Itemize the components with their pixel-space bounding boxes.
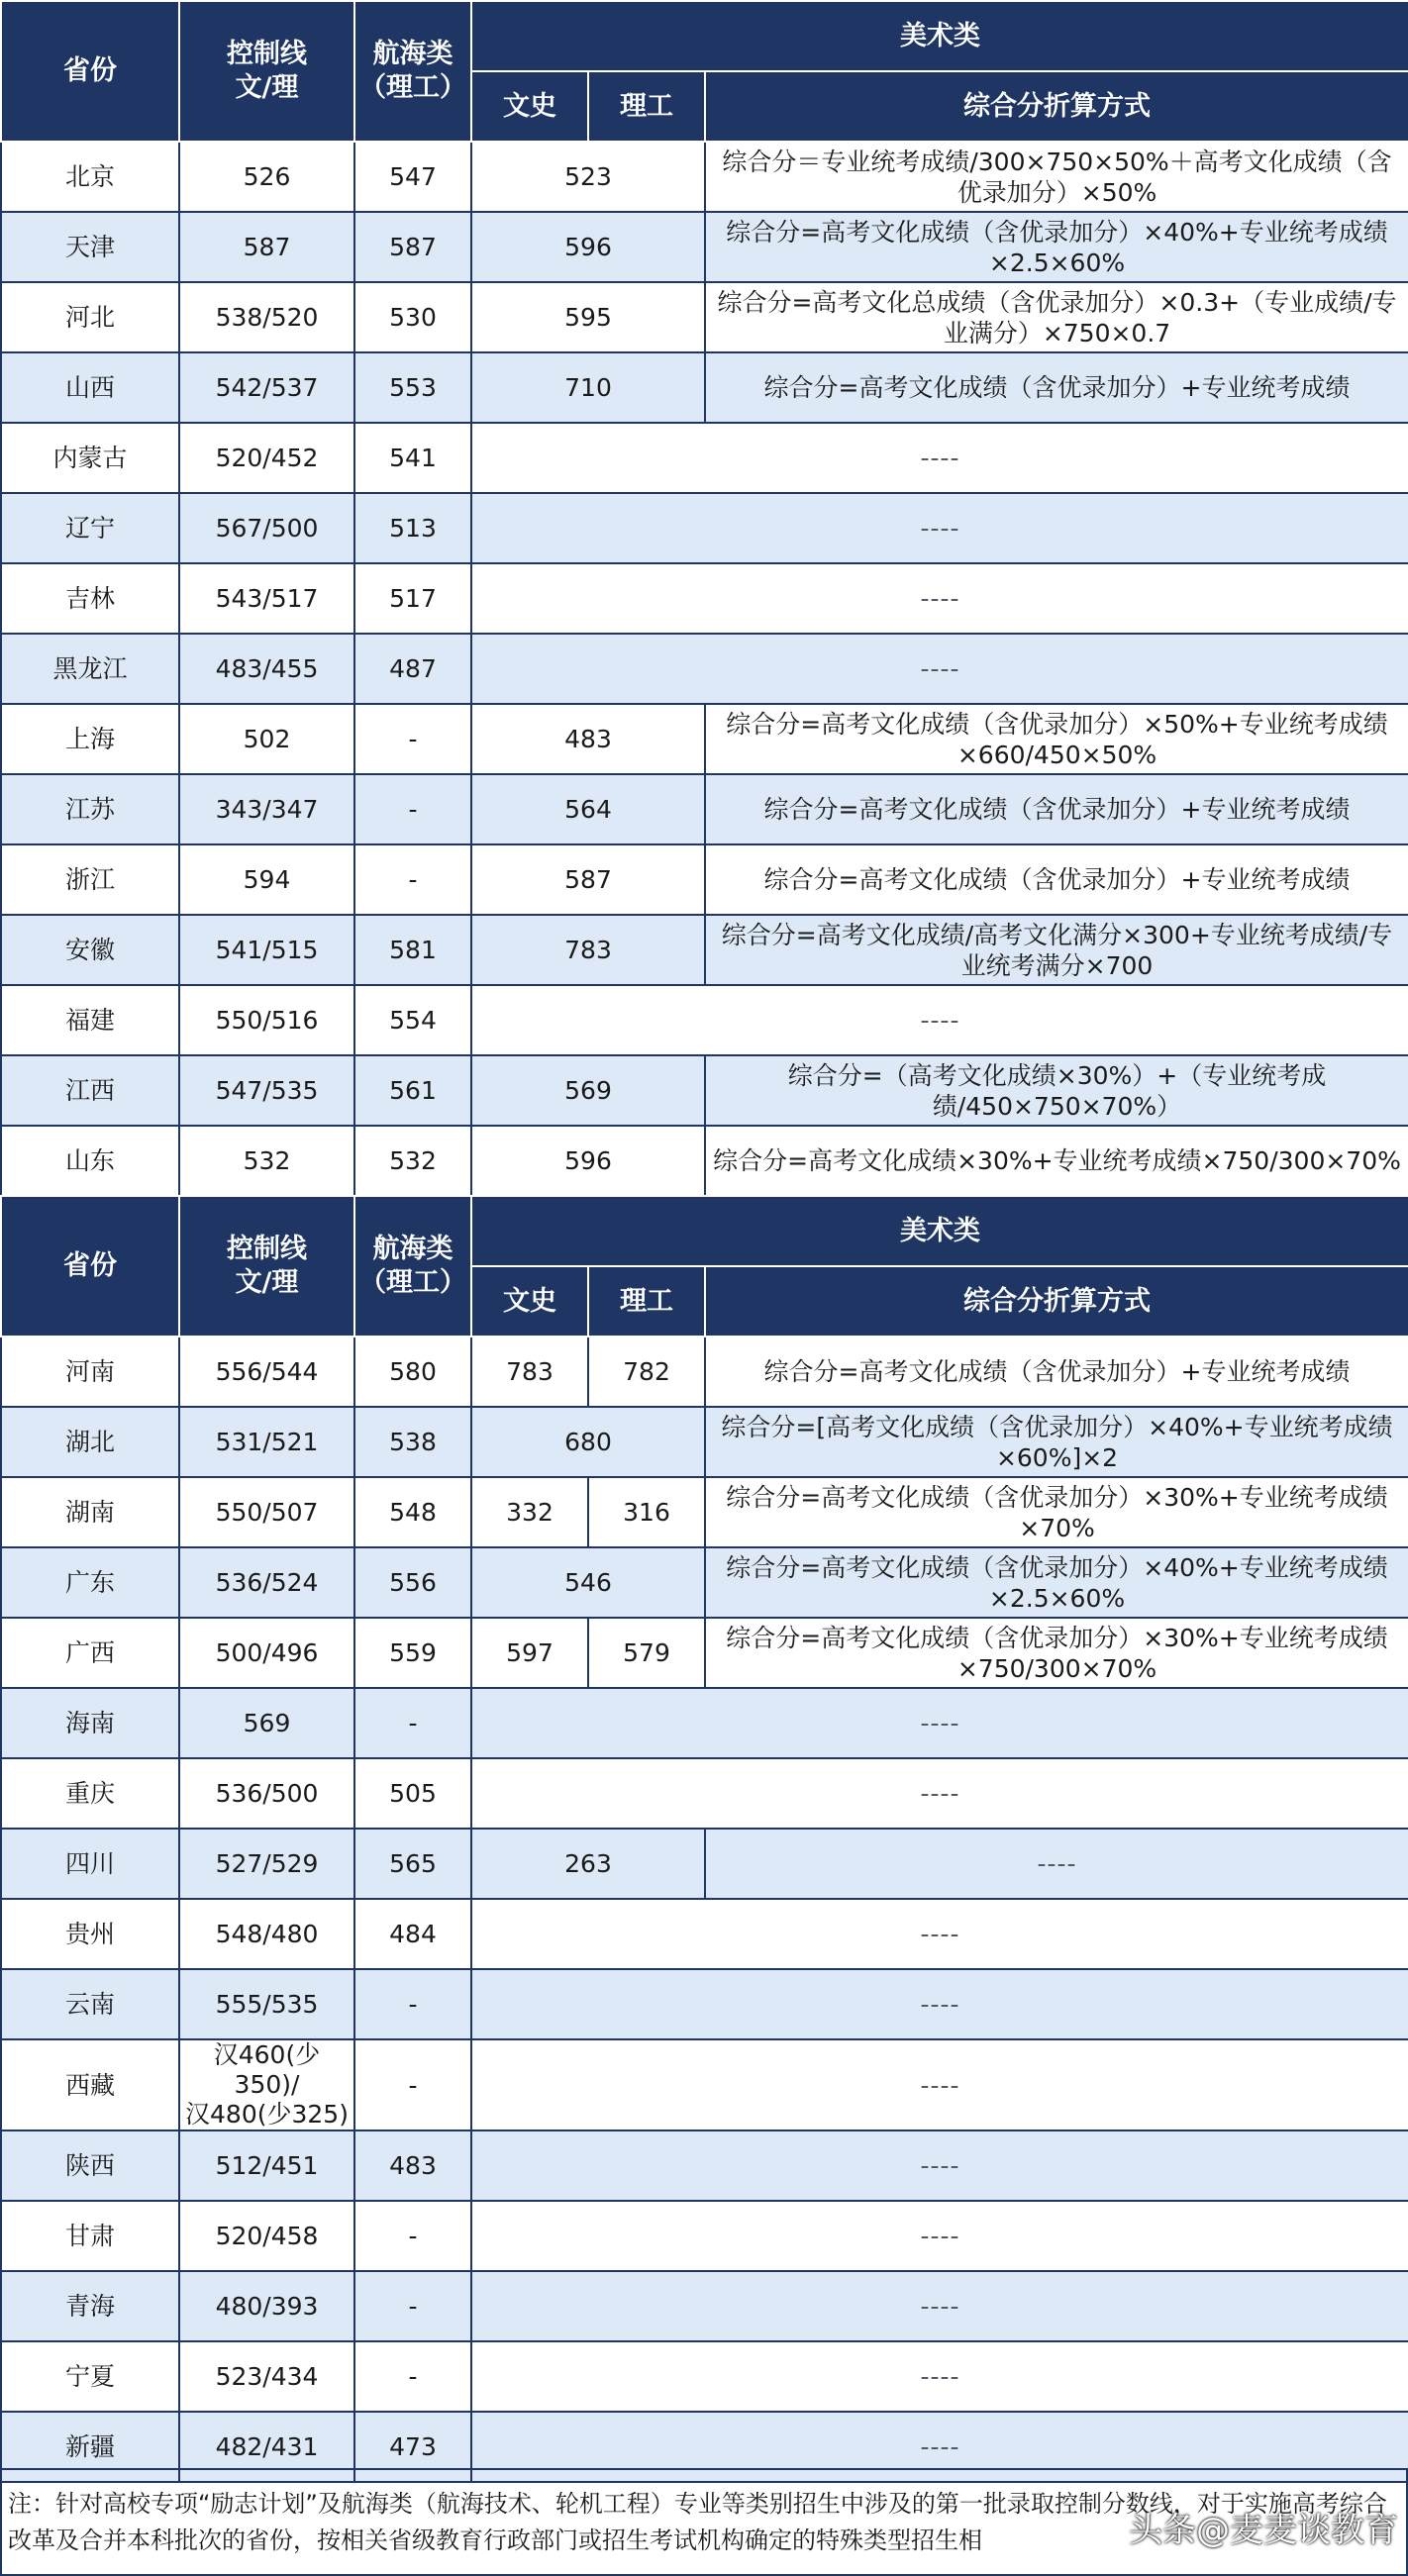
province-cell: 广东	[1, 1547, 179, 1618]
province-cell: 青海	[1, 2271, 179, 2341]
control-line-cell: 547/535	[179, 1055, 354, 1126]
art-score-cell: 596	[471, 1126, 705, 1196]
header-control-line: 控制线 文/理	[179, 1, 354, 142]
formula-cell: 综合分=[高考文化成绩（含优录加分）×40%+专业统考成绩×60%]×2	[705, 1407, 1408, 1477]
formula-cell: 综合分=高考文化成绩×30%+专业统考成绩×750/300×70%	[705, 1126, 1408, 1196]
art-dash-cell: ----	[471, 2201, 1408, 2271]
province-cell: 福建	[1, 985, 179, 1055]
table-row	[1, 2039, 1408, 2130]
table-row	[1, 423, 1408, 493]
control-line-cell: 538/520	[179, 282, 354, 352]
control-line-cell: 480/393	[179, 2271, 354, 2341]
control-line-cell: 483/455	[179, 634, 354, 704]
maritime-cell: 483	[354, 2130, 471, 2201]
province-cell: 黑龙江	[1, 634, 179, 704]
table-row	[1, 774, 1408, 844]
province-cell: 江苏	[1, 774, 179, 844]
province-cell: 四川	[1, 1829, 179, 1899]
control-line-cell: 542/537	[179, 352, 354, 423]
header-ligong: 理工	[588, 71, 705, 142]
control-line-cell: 523/434	[179, 2341, 354, 2412]
control-line-cell: 531/521	[179, 1407, 354, 1477]
maritime-cell: 532	[354, 1126, 471, 1196]
province-cell: 江西	[1, 1055, 179, 1126]
province-cell: 宁夏	[1, 2341, 179, 2412]
table-row	[1, 212, 1408, 282]
maritime-cell: 541	[354, 423, 471, 493]
province-cell: 新疆	[1, 2412, 179, 2482]
maritime-cell: 484	[354, 1899, 471, 1969]
maritime-cell: 580	[354, 1337, 471, 1407]
formula-dash-cell: ----	[705, 1829, 1408, 1899]
formula-cell: 综合分=高考文化成绩（含优录加分）+专业统考成绩	[705, 774, 1408, 844]
maritime-cell: 559	[354, 1618, 471, 1688]
formula-cell: 综合分=高考文化成绩（含优录加分）×40%+专业统考成绩×2.5×60%	[705, 212, 1408, 282]
control-line-cell: 520/458	[179, 2201, 354, 2271]
header-maritime: 航海类 （理工）	[354, 1, 471, 142]
province-cell: 辽宁	[1, 493, 179, 563]
maritime-cell: -	[354, 2039, 471, 2130]
art-dash-cell: ----	[471, 1899, 1408, 1969]
table-row	[1, 1337, 1408, 1407]
art-dash-cell: ----	[471, 563, 1408, 634]
art-score-cell: 263	[471, 1829, 705, 1899]
table-row	[1, 1829, 1408, 1899]
table-row	[1, 1899, 1408, 1969]
maritime-cell: 587	[354, 212, 471, 282]
score-table-part-2	[0, 1195, 1408, 2483]
province-cell: 吉林	[1, 563, 179, 634]
formula-cell: 综合分=高考文化总成绩（含优录加分）×0.3+（专业成绩/专业满分）×750×0.7	[705, 282, 1408, 352]
control-line-cell: 500/496	[179, 1618, 354, 1688]
header-art: 美术类	[471, 1, 1408, 71]
maritime-cell: -	[354, 1688, 471, 1758]
art-dash-cell: ----	[471, 1969, 1408, 2039]
province-cell: 河南	[1, 1337, 179, 1407]
control-line-cell: 520/452	[179, 423, 354, 493]
formula-cell: 综合分＝专业统考成绩/300×750×50%＋高考文化成绩（含优录加分）×50%	[705, 142, 1408, 212]
art-score-cell: 596	[471, 212, 705, 282]
table-row	[1, 1477, 1408, 1547]
art-score-cell: 523	[471, 142, 705, 212]
maritime-cell: 581	[354, 915, 471, 985]
header-formula: 综合分折算方式	[705, 71, 1408, 142]
province-cell: 西藏	[1, 2039, 179, 2130]
art-dash-cell: ----	[471, 634, 1408, 704]
province-cell: 贵州	[1, 1899, 179, 1969]
art-score-cell: 595	[471, 282, 705, 352]
control-line-cell: 569	[179, 1688, 354, 1758]
table-row	[1, 2130, 1408, 2201]
table-row	[1, 844, 1408, 915]
control-line-cell: 550/516	[179, 985, 354, 1055]
control-line-cell: 汉460(少350)/ 汉480(少325)	[179, 2039, 354, 2130]
control-line-cell: 526	[179, 142, 354, 212]
maritime-cell: 553	[354, 352, 471, 423]
formula-cell: 综合分=高考文化成绩（含优录加分）×30%+专业统考成绩×750/300×70%	[705, 1618, 1408, 1688]
province-cell: 云南	[1, 1969, 179, 2039]
maritime-cell: 487	[354, 634, 471, 704]
maritime-cell: 547	[354, 142, 471, 212]
header-province: 省份	[1, 1, 179, 142]
table-row	[1, 2341, 1408, 2412]
footnote: 注：针对高校专项“励志计划”及航海类（航海技术、轮机工程）专业等类别招生中涉及的第一批录取控制分数线，对于实施高考综合改革及合并本科批次的省份，按相关省级教育行政部门或招生考试机构确定的特殊类型招生相	[0, 2468, 1408, 2576]
art-dash-cell: ----	[471, 2412, 1408, 2482]
province-cell: 广西	[1, 1618, 179, 1688]
table-row	[1, 1055, 1408, 1126]
maritime-cell: -	[354, 2201, 471, 2271]
control-line-cell: 482/431	[179, 2412, 354, 2482]
formula-cell: 综合分=高考文化成绩（含优录加分）+专业统考成绩	[705, 352, 1408, 423]
table-row	[1, 1688, 1408, 1758]
header-wenshi: 文史	[471, 1266, 588, 1337]
table-row	[1, 915, 1408, 985]
province-cell: 河北	[1, 282, 179, 352]
art-score-cell: 483	[471, 704, 705, 774]
control-line-cell: 512/451	[179, 2130, 354, 2201]
table-row	[1, 1618, 1408, 1688]
maritime-cell: 473	[354, 2412, 471, 2482]
control-line-cell: 548/480	[179, 1899, 354, 1969]
table-row	[1, 282, 1408, 352]
maritime-cell: 538	[354, 1407, 471, 1477]
formula-cell: 综合分=高考文化成绩/高考文化满分×300+专业统考成绩/专业统考满分×700	[705, 915, 1408, 985]
table-row	[1, 1126, 1408, 1196]
formula-cell: 综合分=高考文化成绩（含优录加分）+专业统考成绩	[705, 844, 1408, 915]
control-line-cell: 527/529	[179, 1829, 354, 1899]
maritime-cell: -	[354, 774, 471, 844]
maritime-cell: -	[354, 2271, 471, 2341]
maritime-cell: 530	[354, 282, 471, 352]
maritime-cell: 554	[354, 985, 471, 1055]
header-art: 美术类	[471, 1196, 1408, 1266]
control-line-cell: 536/524	[179, 1547, 354, 1618]
header-ligong: 理工	[588, 1266, 705, 1337]
control-line-cell: 543/517	[179, 563, 354, 634]
art-dash-cell: ----	[471, 2039, 1408, 2130]
table-row	[1, 563, 1408, 634]
table-row	[1, 142, 1408, 212]
art-score-cell: 564	[471, 774, 705, 844]
province-cell: 天津	[1, 212, 179, 282]
control-line-cell: 594	[179, 844, 354, 915]
maritime-cell: 565	[354, 1829, 471, 1899]
score-table-part-1	[0, 0, 1408, 1197]
control-line-cell: 536/500	[179, 1758, 354, 1829]
header-province: 省份	[1, 1196, 179, 1337]
maritime-cell: -	[354, 1969, 471, 2039]
table-row	[1, 2271, 1408, 2341]
art-dash-cell: ----	[471, 1758, 1408, 1829]
art-ligong-cell: 579	[588, 1618, 705, 1688]
province-cell: 湖北	[1, 1407, 179, 1477]
table-row	[1, 2201, 1408, 2271]
province-cell: 内蒙古	[1, 423, 179, 493]
art-score-cell: 546	[471, 1547, 705, 1618]
art-score-cell: 569	[471, 1055, 705, 1126]
art-dash-cell: ----	[471, 423, 1408, 493]
art-dash-cell: ----	[471, 2271, 1408, 2341]
maritime-cell: -	[354, 844, 471, 915]
formula-cell: 综合分=高考文化成绩（含优录加分）×40%+专业统考成绩×2.5×60%	[705, 1547, 1408, 1618]
art-dash-cell: ----	[471, 493, 1408, 563]
province-cell: 上海	[1, 704, 179, 774]
art-score-cell: 783	[471, 915, 705, 985]
formula-cell: 综合分=高考文化成绩（含优录加分）+专业统考成绩	[705, 1337, 1408, 1407]
control-line-cell: 567/500	[179, 493, 354, 563]
table-row	[1, 1547, 1408, 1618]
art-score-cell: 680	[471, 1407, 705, 1477]
art-wenshi-cell: 332	[471, 1477, 588, 1547]
control-line-cell: 343/347	[179, 774, 354, 844]
province-cell: 甘肃	[1, 2201, 179, 2271]
art-ligong-cell: 316	[588, 1477, 705, 1547]
maritime-cell: 561	[354, 1055, 471, 1126]
table-row	[1, 985, 1408, 1055]
maritime-cell: -	[354, 2341, 471, 2412]
art-dash-cell: ----	[471, 2341, 1408, 2412]
province-cell: 北京	[1, 142, 179, 212]
table-row	[1, 704, 1408, 774]
table-row	[1, 1407, 1408, 1477]
maritime-cell: 548	[354, 1477, 471, 1547]
art-score-cell: 710	[471, 352, 705, 423]
province-cell: 浙江	[1, 844, 179, 915]
art-dash-cell: ----	[471, 1688, 1408, 1758]
header-wenshi: 文史	[471, 71, 588, 142]
province-cell: 山东	[1, 1126, 179, 1196]
province-cell: 海南	[1, 1688, 179, 1758]
province-cell: 山西	[1, 352, 179, 423]
art-wenshi-cell: 597	[471, 1618, 588, 1688]
table-row	[1, 493, 1408, 563]
table-row	[1, 352, 1408, 423]
province-cell: 陕西	[1, 2130, 179, 2201]
header-maritime: 航海类 （理工）	[354, 1196, 471, 1337]
header-formula: 综合分折算方式	[705, 1266, 1408, 1337]
header-control-line: 控制线 文/理	[179, 1196, 354, 1337]
control-line-cell: 587	[179, 212, 354, 282]
formula-cell: 综合分=高考文化成绩（含优录加分）×50%+专业统考成绩×660/450×50%	[705, 704, 1408, 774]
maritime-cell: 556	[354, 1547, 471, 1618]
formula-cell: 综合分=（高考文化成绩×30%）+（专业统考成绩/450×750×70%）	[705, 1055, 1408, 1126]
maritime-cell: 513	[354, 493, 471, 563]
maritime-cell: 505	[354, 1758, 471, 1829]
art-dash-cell: ----	[471, 985, 1408, 1055]
province-cell: 重庆	[1, 1758, 179, 1829]
art-score-cell: 587	[471, 844, 705, 915]
table-row	[1, 634, 1408, 704]
watermark: 头条@麦麦谈教育	[1129, 2511, 1398, 2550]
control-line-cell: 502	[179, 704, 354, 774]
control-line-cell: 556/544	[179, 1337, 354, 1407]
maritime-cell: 517	[354, 563, 471, 634]
art-dash-cell: ----	[471, 2130, 1408, 2201]
control-line-cell: 541/515	[179, 915, 354, 985]
table-row	[1, 1758, 1408, 1829]
province-cell: 湖南	[1, 1477, 179, 1547]
control-line-cell: 550/507	[179, 1477, 354, 1547]
art-wenshi-cell: 783	[471, 1337, 588, 1407]
table-row	[1, 1969, 1408, 2039]
province-cell: 安徽	[1, 915, 179, 985]
control-line-cell: 555/535	[179, 1969, 354, 2039]
formula-cell: 综合分=高考文化成绩（含优录加分）×30%+专业统考成绩×70%	[705, 1477, 1408, 1547]
maritime-cell: -	[354, 704, 471, 774]
art-ligong-cell: 782	[588, 1337, 705, 1407]
control-line-cell: 532	[179, 1126, 354, 1196]
